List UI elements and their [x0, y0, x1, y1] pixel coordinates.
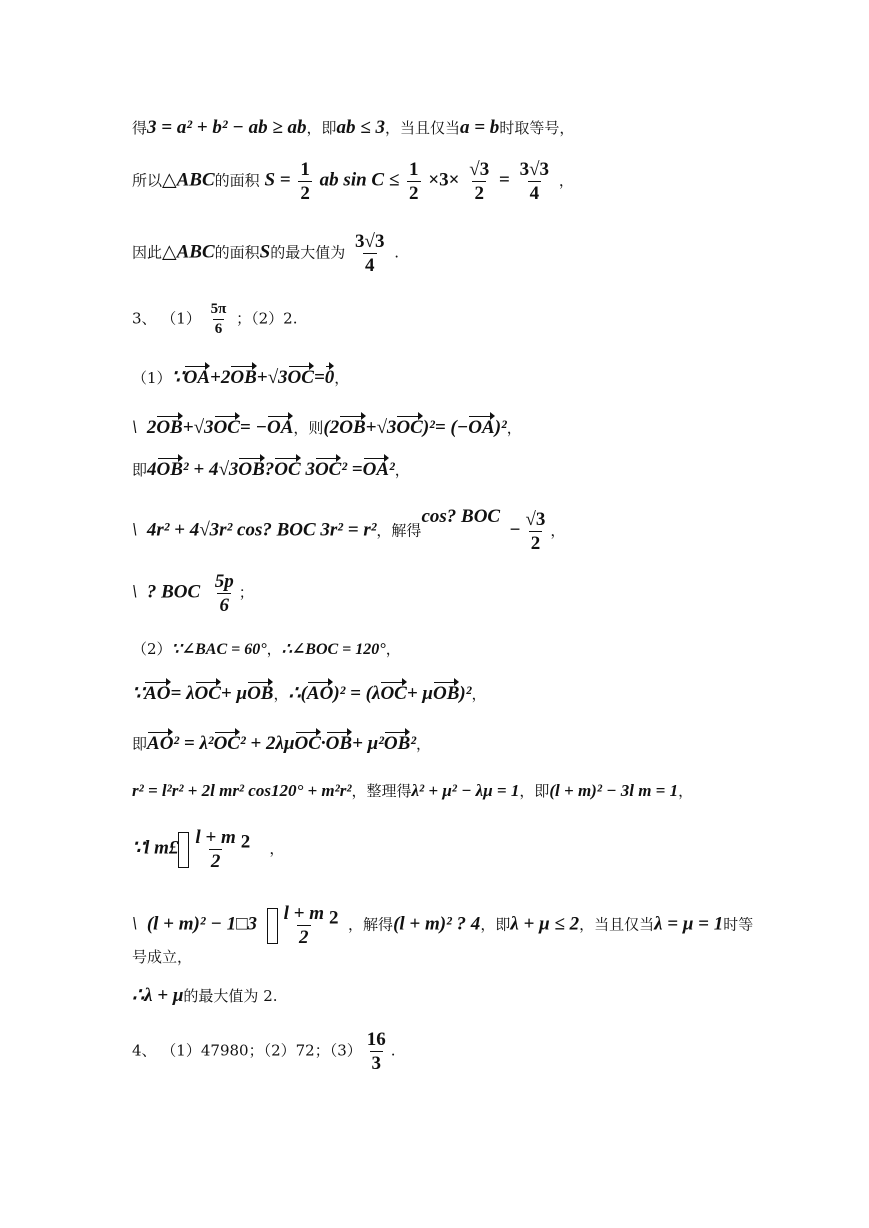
- formula: △ABC: [162, 241, 215, 263]
- text: ；: [238, 583, 254, 602]
- line-3: [132, 232, 399, 275]
- vector: OC: [213, 733, 240, 754]
- vector: OC: [314, 459, 342, 480]
- fraction: $\frac{1}{2}$: [300, 159, 310, 204]
- formula: =: [498, 169, 510, 191]
- text: 即: [132, 461, 148, 479]
- exponent: 2: [240, 831, 251, 853]
- line-17: [132, 986, 278, 1005]
- exponent: 2: [329, 907, 339, 929]
- formula: cos? BOC: [421, 505, 501, 527]
- fraction: $\frac{3√3}{4}$: [519, 159, 550, 204]
- line-15: [132, 904, 753, 947]
- line-1: [132, 118, 574, 137]
- vector: 0: [324, 367, 335, 388]
- fraction: $\frac{3√3}{4}$: [355, 231, 385, 276]
- formula: −: [509, 519, 521, 541]
- text: ，当且仅当: [384, 119, 460, 137]
- formula: ab ≤ 3: [336, 117, 385, 138]
- fraction: $\frac{1}{2}$: [409, 159, 419, 204]
- line-4: [132, 302, 298, 337]
- formula: ∵l m£: [132, 837, 179, 859]
- vector: OB: [156, 459, 183, 480]
- formula: (l + m)² − 3l m = 1: [549, 781, 679, 800]
- text: ，: [266, 640, 282, 658]
- line-16: [132, 950, 192, 965]
- vector: OA: [183, 367, 211, 388]
- item-number: 4、 （1）47980；（2）72；（3）: [132, 1041, 362, 1060]
- vector: OA: [362, 459, 390, 480]
- vector: OC: [194, 683, 221, 704]
- formula: r² = l²r² + 2l mr² cos120° + m²r²: [132, 781, 352, 800]
- text: ，: [416, 735, 432, 753]
- vector: OB: [230, 367, 257, 388]
- text: ，则: [293, 419, 324, 437]
- formula: λ = μ = 1: [654, 913, 724, 935]
- formula: \: [132, 913, 138, 935]
- formula: +2: [210, 367, 231, 388]
- text: 时取等号，: [499, 119, 575, 137]
- formula: 3 = a² + b² − ab ≥ ab: [147, 117, 307, 138]
- formula: λ + μ ≤ 2: [510, 913, 580, 935]
- formula: +√3: [365, 417, 397, 438]
- bracket-glyph: [178, 832, 189, 868]
- formula: (l + m)² − 1□3: [146, 913, 258, 935]
- formula: +√3: [182, 417, 214, 438]
- text: ，即: [519, 782, 550, 800]
- text: 即: [132, 735, 148, 753]
- text: ，: [269, 839, 285, 858]
- vector: OC: [274, 459, 301, 480]
- line-2: [132, 160, 574, 203]
- vector: AO: [147, 733, 174, 754]
- formula: a = b: [459, 117, 500, 138]
- formula: +√3: [256, 367, 288, 388]
- line-10: [132, 642, 401, 658]
- formula: + μ²: [352, 733, 384, 754]
- formula: ∵: [171, 367, 184, 388]
- vector: OC: [380, 683, 407, 704]
- formula: (l + m)² ? 4: [393, 913, 481, 935]
- vector: OC: [287, 367, 314, 388]
- formula: )²: [459, 683, 472, 704]
- text: ，: [678, 782, 694, 800]
- vector: OB: [325, 733, 353, 754]
- fraction: $\frac{l + m}{2}$: [283, 903, 324, 948]
- text: .: [394, 243, 400, 262]
- text: ，即: [480, 915, 511, 934]
- formula: ² =: [341, 459, 363, 480]
- line-8: [132, 505, 566, 554]
- text: 因此: [132, 243, 163, 262]
- text: ；（2）2.: [236, 309, 298, 328]
- item-number: 3、 （1）: [132, 309, 201, 328]
- formula: 2: [146, 417, 157, 438]
- formula: )² = (λ: [333, 683, 381, 704]
- formula: 4: [147, 459, 157, 480]
- formula: 3: [300, 459, 315, 480]
- formula: \: [132, 581, 138, 603]
- formula: ∴∠BOC = 120°: [281, 641, 386, 658]
- formula: S =: [264, 169, 291, 191]
- formula: 4r² + 4√3r² cos? BOC 3r² = r²: [146, 519, 377, 541]
- text: ，: [550, 521, 566, 540]
- fraction: $\frac{5\pi}{6}$: [210, 301, 227, 337]
- text: ，: [394, 461, 410, 479]
- vector: OC: [294, 733, 321, 754]
- formula: ?: [264, 459, 275, 480]
- vector: AO: [306, 683, 334, 704]
- formula: )²: [422, 417, 435, 438]
- text: ，当且仅当: [579, 915, 655, 934]
- formula: = (−: [434, 417, 469, 438]
- text: .: [390, 1041, 396, 1060]
- text: ，: [334, 369, 350, 387]
- vector: OA: [267, 417, 294, 438]
- line-5: [132, 368, 349, 387]
- text: ，即: [306, 119, 337, 137]
- formula: ab sin C ≤: [319, 169, 400, 191]
- formula: (2: [323, 417, 340, 438]
- vector: OB: [238, 459, 265, 480]
- formula: ∴λ + μ: [132, 985, 184, 1006]
- text: ，解得: [376, 521, 422, 540]
- text: 得: [132, 119, 148, 137]
- text: （1）: [132, 369, 172, 387]
- formula: )²: [494, 417, 507, 438]
- formula: ² + 2λμ: [239, 733, 295, 754]
- text: ，: [471, 685, 487, 703]
- text: ，: [385, 640, 401, 658]
- vector: OC: [396, 417, 423, 438]
- line-12: [132, 734, 431, 753]
- formula: ∵: [132, 683, 145, 704]
- formula: ²: [389, 459, 395, 480]
- formula: ²: [410, 733, 417, 754]
- vector: OB: [339, 417, 366, 438]
- text: ，: [506, 419, 522, 437]
- text: 的最大值为: [270, 243, 346, 262]
- fraction: $\frac{5p}{6}$: [214, 571, 234, 616]
- formula: ² + 4√3: [182, 459, 239, 480]
- fraction: $\frac{16}{3}$: [366, 1029, 386, 1074]
- text: ，解得: [348, 915, 394, 934]
- formula: ·: [320, 733, 326, 754]
- formula: ∵∠BAC = 60°: [171, 641, 267, 658]
- formula: ∴(: [288, 683, 307, 704]
- line-18: [132, 1030, 396, 1073]
- text: ，: [558, 171, 574, 190]
- formula: λ² + μ² − λμ = 1: [411, 781, 520, 800]
- text: 时等: [723, 915, 754, 934]
- text: 的最大值为 2.: [183, 987, 278, 1005]
- text: 的面积: [214, 171, 260, 190]
- bracket-glyph: [267, 908, 278, 944]
- text: 所以: [132, 171, 163, 190]
- text: 的面积: [214, 243, 260, 262]
- line-9: [132, 572, 254, 615]
- text: ，: [273, 685, 289, 703]
- vector: OB: [383, 733, 411, 754]
- formula: S: [259, 241, 271, 263]
- formula: ? BOC: [146, 581, 201, 603]
- line-6: [132, 418, 522, 437]
- formula: = λ: [170, 683, 195, 704]
- vector: AO: [144, 683, 171, 704]
- fraction: $\frac{√3}{2}$: [469, 159, 490, 204]
- vector: OB: [156, 417, 183, 438]
- formula: =: [313, 367, 325, 388]
- formula: \: [132, 417, 138, 438]
- formula: ² = λ²: [173, 733, 214, 754]
- fraction: $\frac{√3}{2}$: [525, 509, 546, 554]
- formula: ×3×: [428, 169, 460, 191]
- formula: △ABC: [162, 169, 215, 191]
- line-11: [132, 684, 486, 703]
- vector: OC: [213, 417, 240, 438]
- formula: = −: [239, 417, 267, 438]
- formula: + μ: [406, 683, 434, 704]
- vector: OB: [247, 683, 274, 704]
- formula: + μ: [220, 683, 248, 704]
- text: （2）: [132, 640, 172, 658]
- text: 号成立，: [132, 948, 193, 966]
- fraction: $\frac{l + m}{2}$: [195, 827, 236, 872]
- text: ，整理得: [351, 782, 412, 800]
- vector: OA: [468, 417, 495, 438]
- line-7: [132, 460, 410, 479]
- line-13: [132, 782, 693, 799]
- formula: \: [132, 519, 138, 541]
- vector: OB: [433, 683, 460, 704]
- line-14: [132, 828, 284, 871]
